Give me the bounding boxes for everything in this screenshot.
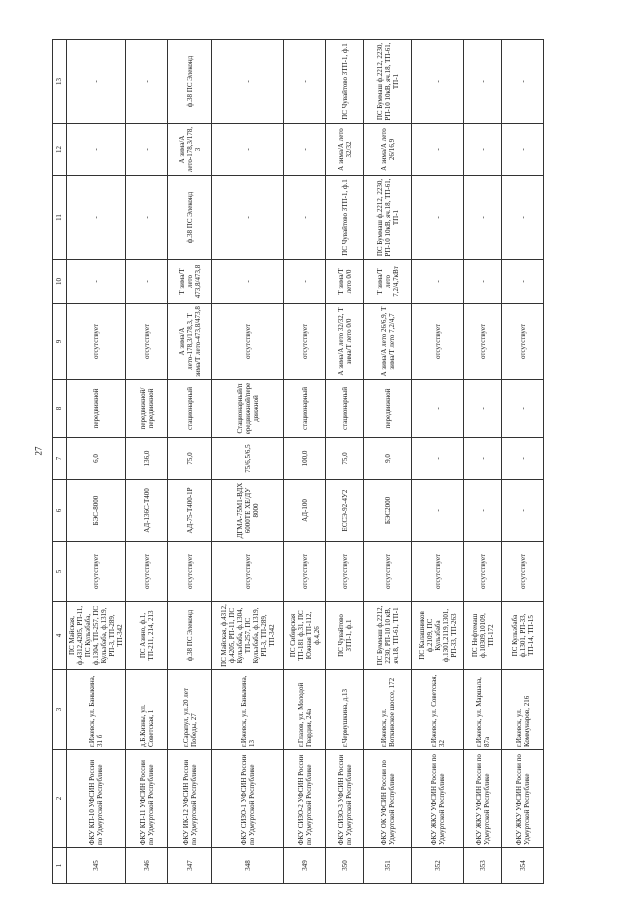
table-cell: д.Б.Кизны, ул. Советская, 1 — [126, 670, 168, 750]
table-row — [502, 40, 544, 884]
table-cell: отсутствует — [168, 542, 212, 602]
table-cell: стационарный — [168, 380, 212, 438]
table-cell: АД-100 — [284, 480, 326, 542]
table-cell: ФКУ ЖКУ УФСИН России по Удмуртской Республике — [412, 750, 464, 848]
table-cell: 136,0 — [126, 438, 168, 480]
table-cell: ПС Калашников ф.2109, ПС Кульзбаба ф.1301,2119,1301, РП-33, ТП-263 — [412, 602, 464, 670]
table-cell: ФКУ ОК УФСИН России по Удмуртской Республике — [364, 750, 412, 848]
table-cell: - — [502, 124, 544, 176]
table-cell: ПС Буммаш ф.2212, 2230, РП-10 10кВ, яч.18, ТП-61, ТП-1 — [364, 176, 412, 260]
table-cell: Стационарный/п ередвижной/пере движной — [212, 380, 284, 438]
table-cell: - — [502, 260, 544, 304]
table-cell: 75/6,5/6,5 — [212, 438, 284, 480]
table-cell: - — [464, 260, 502, 304]
column-header: 6 — [53, 480, 67, 542]
table-cell: ФКУ СИЗО-1 УФСИН России по Удмуртской Республике — [212, 750, 284, 848]
table-cell: А зима/А лето 32/32 — [326, 124, 364, 176]
table-cell: - — [212, 124, 284, 176]
column-header: 4 — [53, 602, 67, 670]
table-cell: 6,0 — [67, 438, 126, 480]
table-row — [168, 40, 212, 884]
table-cell: ФКУ ЖКУ УФСИН России по Удмуртской Республике — [464, 750, 502, 848]
table-cell: А зима/А лето 26/6,9, Т зима/Т лето 7,2/4,7 — [364, 304, 412, 380]
table-cell: 348 — [212, 848, 284, 884]
table-cell: ф.38 ПС Элеконд — [168, 176, 212, 260]
rotated-table-wrapper — [52, 40, 604, 884]
column-header: 9 — [53, 304, 67, 380]
table-cell: - — [412, 380, 464, 438]
table-cell: г.Ижевск, ул. Воткинское шоссе, 172 — [364, 670, 412, 750]
table-cell: ПС Буммаш ф.2212, 2230, РП-10 10 кВ, яч.18, ТП-61, ТП-1 — [364, 602, 412, 670]
column-header: 13 — [53, 40, 67, 124]
table-cell: - — [464, 40, 502, 124]
table-cell: - — [412, 124, 464, 176]
table-row — [212, 40, 284, 884]
table-cell: ПС Чувайтово ЗТП-1, ф.1 — [326, 176, 364, 260]
table-cell: ф.38 ПС Элеконд — [168, 602, 212, 670]
table-cell: БЭС-8000 — [67, 480, 126, 542]
table-row — [326, 40, 364, 884]
table-cell: Т зима/Т лето 0/0 — [326, 260, 364, 304]
table-row — [464, 40, 502, 884]
table-cell: отсутствует — [126, 304, 168, 380]
table-cell: отсутствует — [126, 542, 168, 602]
table-cell: - — [412, 438, 464, 480]
table-cell: Т зима/Т лето 473,8/473,8 — [168, 260, 212, 304]
table-cell: 352 — [412, 848, 464, 884]
table-cell: 100,0 — [284, 438, 326, 480]
table-cell: - — [284, 260, 326, 304]
column-header: 5 — [53, 542, 67, 602]
table-cell: г.Ижевск, ул. Баныкина, 13 — [212, 670, 284, 750]
table-cell: - — [464, 124, 502, 176]
table-cell: - — [412, 480, 464, 542]
table-cell: - — [502, 176, 544, 260]
table-cell: АД-75-Т400-1Р — [168, 480, 212, 542]
table-cell: - — [502, 480, 544, 542]
table-cell: ЕССЭ-92-4У2 — [326, 480, 364, 542]
table-cell: 75,0 — [168, 438, 212, 480]
table-cell: ДГМА-75М1-ВДХ 6000ТЕ ХЕ/ДУ 8000 — [212, 480, 284, 542]
table-cell: - — [284, 124, 326, 176]
table-cell: г.Ижевск, ул. Маршала, 87а — [464, 670, 502, 750]
column-header: 12 — [53, 124, 67, 176]
table-cell: 353 — [464, 848, 502, 884]
table-cell: передвижной/ передвижной — [126, 380, 168, 438]
table-cell: 347 — [168, 848, 212, 884]
table-cell: 346 — [126, 848, 168, 884]
table-cell: г.Глазов, ул. Молодой Гвардии, 24а — [284, 670, 326, 750]
table-cell: ПС Азино, ф.1, ТП-211, 214, 213 — [126, 602, 168, 670]
column-header: 1 — [53, 848, 67, 884]
table-cell: - — [412, 176, 464, 260]
table-cell: А зима/А лето-178,3/178,3 — [168, 124, 212, 176]
header-row — [53, 40, 67, 884]
table-cell: - — [502, 380, 544, 438]
table-cell: отсутствует — [212, 542, 284, 602]
table-cell: - — [126, 260, 168, 304]
table-cell: ПС Майская, ф.4312,4205, РП-11, ПС Кульзбаба, ф.1304, ТП-257, ПС Кульзбаба, ф.1319, РП-3, ТП-289, ТП-342 — [67, 602, 126, 670]
table-cell: 351 — [364, 848, 412, 884]
table-cell: 349 — [284, 848, 326, 884]
table-cell: стационарный — [326, 380, 364, 438]
table-cell: ФКУ СИЗО-3 УФСИН России по Удмуртской Республике — [326, 750, 364, 848]
table-cell: - — [464, 380, 502, 438]
table-cell: отсутствует — [502, 542, 544, 602]
table-cell: Т зима/Т лето 7,2/4,7кВт — [364, 260, 412, 304]
table-cell: ФКУ ИК-12 УФСИН России по Удмуртской Республике — [168, 750, 212, 848]
table-cell: ФКУ ЖКУ УФСИН России по Удмуртской Республике — [502, 750, 544, 848]
table-cell: отсутствует — [67, 304, 126, 380]
table-cell: отсутствует — [412, 542, 464, 602]
table-cell: ПС Нефтемаш ф.10309,10109, ТП-172 — [464, 602, 502, 670]
table-cell: передвижной — [364, 380, 412, 438]
table-cell: ф.38 ПС Элеконд — [168, 40, 212, 124]
table-body — [53, 40, 544, 884]
data-table — [52, 39, 544, 884]
table-cell: ПС Майская, ф.4312, ф.4205, РП-11, ПС Кульзбаба, ф.1304, ТП-257, ПС Кульзбаба, ф.1319, РП-3, ТП-289, ТП-342 — [212, 602, 284, 670]
table-cell: - — [67, 176, 126, 260]
column-header: 7 — [53, 438, 67, 480]
column-header: 10 — [53, 260, 67, 304]
table-cell: 75,0 — [326, 438, 364, 480]
table-cell: ПС Сибирская ТП-181 ф.31, ПС Южная ТП-112, ф.4,26 — [284, 602, 326, 670]
table-cell: 350 — [326, 848, 364, 884]
table-cell: отсутствует — [284, 542, 326, 602]
table-cell: - — [284, 176, 326, 260]
table-cell: - — [67, 124, 126, 176]
table-cell: БЭС2000 — [364, 480, 412, 542]
table-cell: - — [212, 176, 284, 260]
table-cell: - — [502, 40, 544, 124]
column-header: 2 — [53, 750, 67, 848]
table-cell: - — [464, 438, 502, 480]
column-header: 3 — [53, 670, 67, 750]
table-cell: ФКУ СИЗО-2 УФСИН России по Удмуртской Республике — [284, 750, 326, 848]
table-cell: отсутствует — [212, 304, 284, 380]
table-cell: - — [284, 40, 326, 124]
table-row — [364, 40, 412, 884]
page-number: 27 — [33, 446, 44, 456]
table-cell: г.Ижевск, ул. Советская, 32 — [412, 670, 464, 750]
table-cell: отсутствует — [284, 304, 326, 380]
table-cell: отсутствует — [502, 304, 544, 380]
table-cell: - — [212, 260, 284, 304]
table-cell: отсутствует — [67, 542, 126, 602]
table-cell: - — [67, 260, 126, 304]
table-cell: - — [412, 40, 464, 124]
table-cell: А зима/А лето 32/32, Т зима/Т лето 0/0 — [326, 304, 364, 380]
table-cell: ПС Буммаш ф.2212, 2230, РП-10 10кВ, яч.18, ТП-61, ТП-1 — [364, 40, 412, 124]
table-cell: отсутствует — [464, 304, 502, 380]
table-cell: - — [412, 260, 464, 304]
table-row — [67, 40, 126, 884]
table-cell: г.Чермушкина, д.13 — [326, 670, 364, 750]
table-cell: АД-136С-Т400 — [126, 480, 168, 542]
table-cell: - — [126, 40, 168, 124]
table-cell: - — [464, 176, 502, 260]
table-cell: ПС Чувайтово ЗТП-1, ф.1 — [326, 602, 364, 670]
table-cell: отсутствует — [412, 304, 464, 380]
column-header: 8 — [53, 380, 67, 438]
table-cell: 345 — [67, 848, 126, 884]
table-cell: - — [212, 40, 284, 124]
table-cell: ПС Чувайтово ЗТП-1, ф.1 — [326, 40, 364, 124]
table-cell: отсутствует — [464, 542, 502, 602]
table-cell: передвижной — [67, 380, 126, 438]
table-cell: отсутствует — [364, 542, 412, 602]
table-cell: - — [126, 176, 168, 260]
table-cell: - — [67, 40, 126, 124]
table-cell: 354 — [502, 848, 544, 884]
column-header: 11 — [53, 176, 67, 260]
table-row — [284, 40, 326, 884]
table-row — [412, 40, 464, 884]
table-cell: г.Ижевск, ул. Коммунаров, 216 — [502, 670, 544, 750]
table-cell: отсутствует — [326, 542, 364, 602]
table-cell: 9,0 — [364, 438, 412, 480]
table-cell: г.Сарапул, ул.20 лет Победы, 27 — [168, 670, 212, 750]
table-cell: г.Ижевск, ул. Баныкина, 31 б — [67, 670, 126, 750]
table-row — [126, 40, 168, 884]
table-cell: ПС Кульзбаба ф.1301, РП-33, ТП-14, ТП-15 — [502, 602, 544, 670]
table-cell: А зима/А лето-178,3/178,3, Т зима/Т лето-473,8/473,8 — [168, 304, 212, 380]
table-cell: ФКУ КП-11 УФСИН России по Удмуртской Республике — [126, 750, 168, 848]
table-cell: - — [126, 124, 168, 176]
table-cell: стационарный — [284, 380, 326, 438]
table-cell: А зима/А лето 26/16,9 — [364, 124, 412, 176]
table-cell: - — [502, 438, 544, 480]
table-cell: - — [464, 480, 502, 542]
table-cell: ФКУ КП-10 УФСИН России по Удмуртской Республике — [67, 750, 126, 848]
